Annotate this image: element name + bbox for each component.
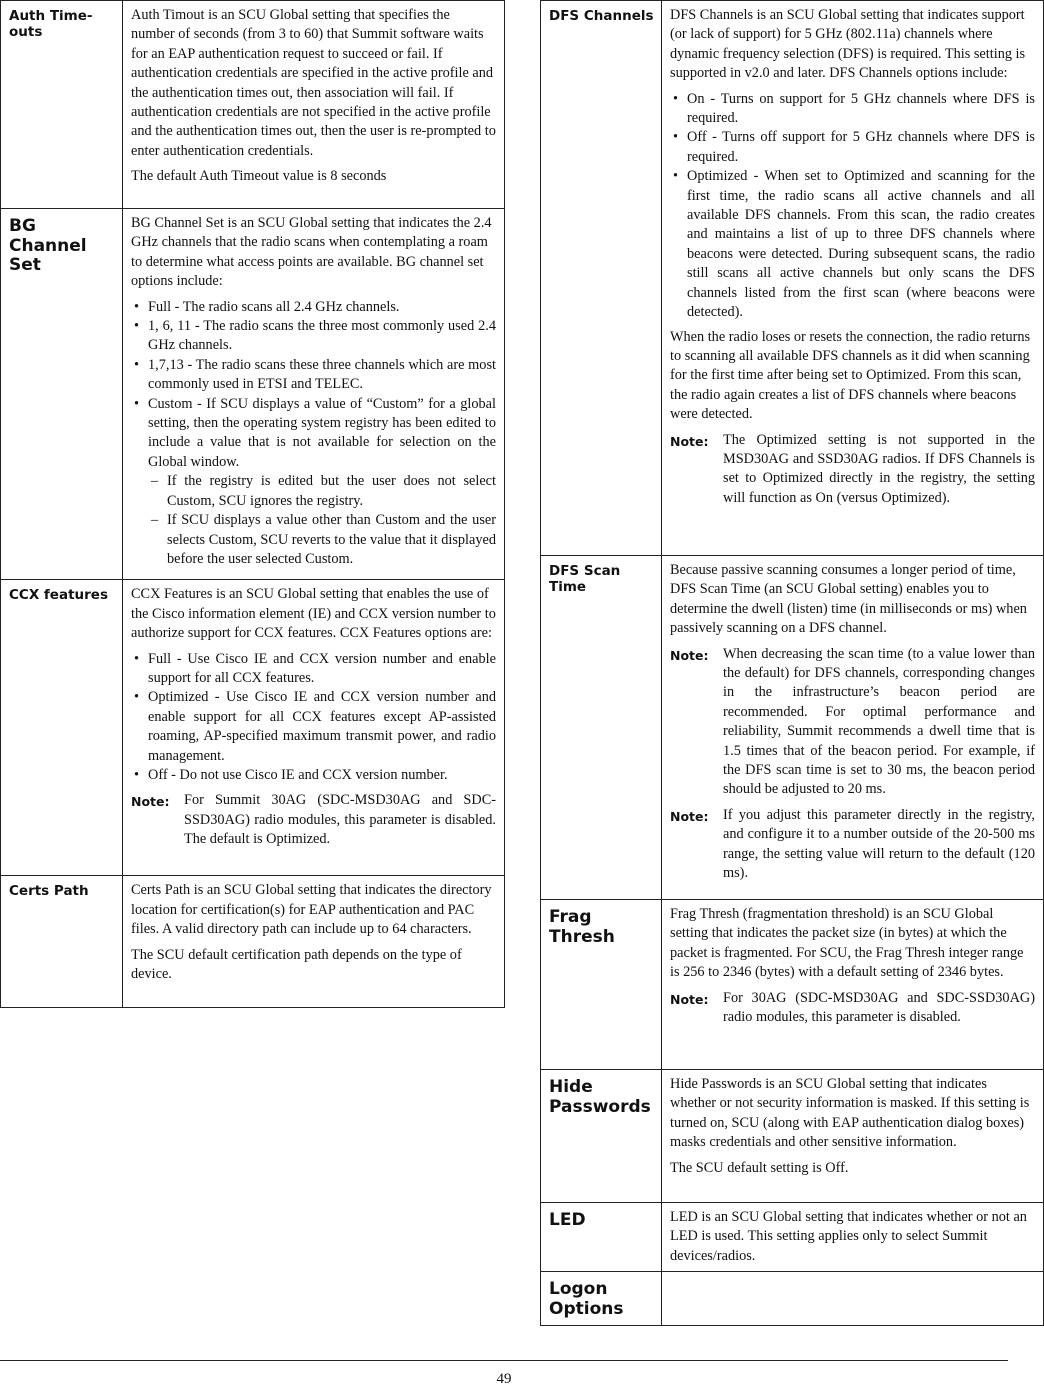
table-row bbox=[541, 1272, 1044, 1326]
table-row bbox=[1, 580, 505, 876]
desc-dfs-channels bbox=[662, 1, 1044, 556]
desc-certs-path bbox=[123, 876, 505, 1008]
desc-dfs-scan-time bbox=[662, 556, 1044, 900]
list-item-text: Custom - If SCU displays a value of “Custom” for a global setting, then the operating system registry has been edited to include a value that is not available for selection on the Global window. bbox=[148, 395, 496, 470]
note-text: When decreasing the scan time (to a value lower than the default) for DFS channels, corresponding changes in the infrastructure’s beacon period are recommended. For optimal performance and reliability, Summit recommends a dwell time that is 1.5 times that of the beacon period. For example, if the DFS scan time is set to 30 ms, the beacon period should be adjusted to 20 ms. bbox=[723, 645, 1035, 798]
note-label: Note: bbox=[670, 647, 709, 663]
term-auth-timeouts: Auth Time-outs bbox=[1, 1, 123, 209]
table-row bbox=[541, 900, 1044, 1070]
desc-led bbox=[662, 1203, 1044, 1272]
term-hide-passwords: Hide Passwords bbox=[541, 1070, 662, 1203]
list-item: – If SCU displays a value other than Custom and the user selects Custom, SCU reverts to the value that it displayed before the user selected Custom. bbox=[148, 511, 496, 569]
desc-bg-channel-set bbox=[123, 209, 505, 580]
note-label: Note: bbox=[670, 991, 709, 1007]
bullet-list bbox=[131, 650, 496, 786]
list-item: • Off - Do not use Cisco IE and CCX version number. bbox=[131, 766, 496, 785]
paragraph: Because passive scanning consumes a longer period of time, DFS Scan Time (an SCU Global setting) enables you to determine the dwell (listen) time (in milliseconds or ms) when passively scanning on a DFS channel. bbox=[670, 562, 1027, 637]
table-row bbox=[541, 1203, 1044, 1272]
paragraph: The SCU default certification path depends on the type of device. bbox=[131, 946, 462, 982]
paragraph: Certs Path is an SCU Global setting that indicates the directory location for certification(s) for EAP authentication and PAC files. A valid directory path can include up to 64 characters. bbox=[131, 882, 492, 938]
term-bg-channel-set: BG Channel Set bbox=[1, 209, 123, 580]
list-item: • 1, 6, 11 - The radio scans the three most commonly used 2.4 GHz channels. bbox=[131, 317, 496, 356]
paragraph: LED is an SCU Global setting that indicates whether or not an LED is used. This setting applies only to select Summit devices/radios. bbox=[670, 1209, 1027, 1264]
list-item: • Full - Use Cisco IE and CCX version number and enable support for all CCX features. bbox=[131, 650, 496, 689]
list-item: • On - Turns on support for 5 GHz channels where DFS is required. bbox=[670, 90, 1035, 129]
bullet-list bbox=[670, 90, 1035, 323]
table-row bbox=[541, 556, 1044, 900]
paragraph: Hide Passwords is an SCU Global setting that indicates whether or not security information is masked. If this setting is turned on, SCU (along with EAP authentication dialog boxes) masks credentials and other sensitive information. bbox=[670, 1076, 1030, 1151]
list-item: • Optimized - When set to Optimized and scanning for the first time, the radio scans all active channels and all available DFS channels. From this scan, the radio creates and maintains a list of up to three DFS channels where beacons were detected. During subsequent scans, the radio still scans all active channels but only scans the DFS channels listed from the first scan (where beacons were detected). bbox=[670, 167, 1035, 322]
table-row bbox=[1, 876, 505, 1008]
note-text: For Summit 30AG (SDC-MSD30AG and SDC-SSD30AG) radio modules, this parameter is disabled. The default is Optimized. bbox=[184, 792, 496, 848]
paragraph: When the radio loses or resets the connection, the radio returns to scanning all available DFS channels as it did when scanning for the first time after being set to Optimized. From this scan, the radio again creates a list of DFS channels where beacons were detected. bbox=[670, 328, 1031, 423]
bullet-list bbox=[131, 298, 496, 570]
table-row bbox=[541, 1070, 1044, 1203]
note bbox=[670, 645, 1035, 800]
term-led: LED bbox=[541, 1203, 662, 1272]
paragraph: Frag Thresh (fragmentation threshold) is an SCU Global setting that indicates the packet size (in bytes) at which the packet is fragmented. For SCU, the Frag Thresh integer range is 256 to 2346 (bytes) with a default setting of 2346 bytes. bbox=[670, 906, 1024, 981]
paragraph: CCX Features is an SCU Global setting that enables the use of the Cisco information element (IE) and CCX version number to authorize support for CCX features. CCX Features options are: bbox=[131, 586, 496, 642]
note bbox=[131, 791, 496, 849]
term-ccx-features: CCX features bbox=[1, 580, 123, 876]
table-row bbox=[1, 209, 505, 580]
note-label: Note: bbox=[131, 794, 170, 810]
note bbox=[670, 806, 1035, 884]
note bbox=[670, 431, 1035, 509]
paragraph: The SCU default setting is Off. bbox=[670, 1159, 849, 1176]
footer-rule bbox=[0, 1360, 1008, 1361]
settings-table-right bbox=[540, 0, 1044, 1326]
term-dfs-channels: DFS Channels bbox=[541, 1, 662, 556]
paragraph: DFS Channels is an SCU Global setting that indicates support (or lack of support) for 5 GHz (802.11a) channels where dynamic frequency selection (DFS) is required. This setting is supported in v2.0 and later. DFS Channels options include: bbox=[670, 7, 1026, 82]
desc-frag-thresh bbox=[662, 900, 1044, 1070]
note-label: Note: bbox=[670, 433, 709, 449]
list-item: • Optimized - Use Cisco IE and CCX version number and enable support for all CCX features except AP-assisted roaming, AP-specified maximum transmit power, and radio management. bbox=[131, 688, 496, 766]
term-logon-options: Logon Options bbox=[541, 1272, 662, 1326]
term-dfs-scan-time: DFS Scan Time bbox=[541, 556, 662, 900]
list-item: • 1,7,13 - The radio scans these three channels which are most commonly used in ETSI and TELEC. bbox=[131, 356, 496, 395]
term-frag-thresh: Frag Thresh bbox=[541, 900, 662, 1070]
note-text: If you adjust this parameter directly in the registry, and configure it to a number outside of the 20-500 ms range, the setting value will return to the default (120 ms). bbox=[723, 806, 1035, 882]
desc-logon-options bbox=[662, 1272, 1044, 1326]
list-item: • Full - The radio scans all 2.4 GHz channels. bbox=[131, 298, 496, 317]
table-row bbox=[1, 1, 505, 209]
page-number: 49 bbox=[496, 1371, 512, 1387]
desc-auth-timeouts bbox=[123, 1, 505, 209]
table-row bbox=[541, 1, 1044, 556]
note-text: For 30AG (SDC-MSD30AG and SDC-SSD30AG) radio modules, this parameter is disabled. bbox=[723, 989, 1035, 1026]
term-certs-path: Certs Path bbox=[1, 876, 123, 1008]
settings-table-left bbox=[0, 0, 505, 1008]
desc-hide-passwords bbox=[662, 1070, 1044, 1203]
paragraph: BG Channel Set is an SCU Global setting that indicates the 2.4 GHz channels that the radio scans when contemplating a roam to determine what access points are available. BG channel set options include: bbox=[131, 215, 492, 290]
note-text: The Optimized setting is not supported in the MSD30AG and SSD30AG radios. If DFS Channels is set to Optimized directly in the registry, the setting will function as On (versus Optimized). bbox=[723, 431, 1035, 506]
list-item: • Off - Turns off support for 5 GHz channels where DFS is required. bbox=[670, 128, 1035, 167]
list-item: – If the registry is edited but the user does not select Custom, SCU ignores the registry. bbox=[148, 472, 496, 511]
list-item bbox=[131, 395, 496, 570]
desc-ccx-features bbox=[123, 580, 505, 876]
note bbox=[670, 989, 1035, 1028]
paragraph: The default Auth Timeout value is 8 seconds bbox=[131, 168, 387, 185]
sub-bullet-list bbox=[148, 472, 496, 569]
paragraph: Auth Timout is an SCU Global setting that specifies the number of seconds (from 3 to 60) that Summit software waits for an EAP authentication request to succeed or fail. If authentication credentials are specified in the active profile and the authentication times out, then association will fail. If authentication credentials are not specified in the active profile and the authentication times out, then the user is re-prompted to enter authentication credentials. bbox=[131, 7, 496, 159]
note-label: Note: bbox=[670, 808, 709, 824]
